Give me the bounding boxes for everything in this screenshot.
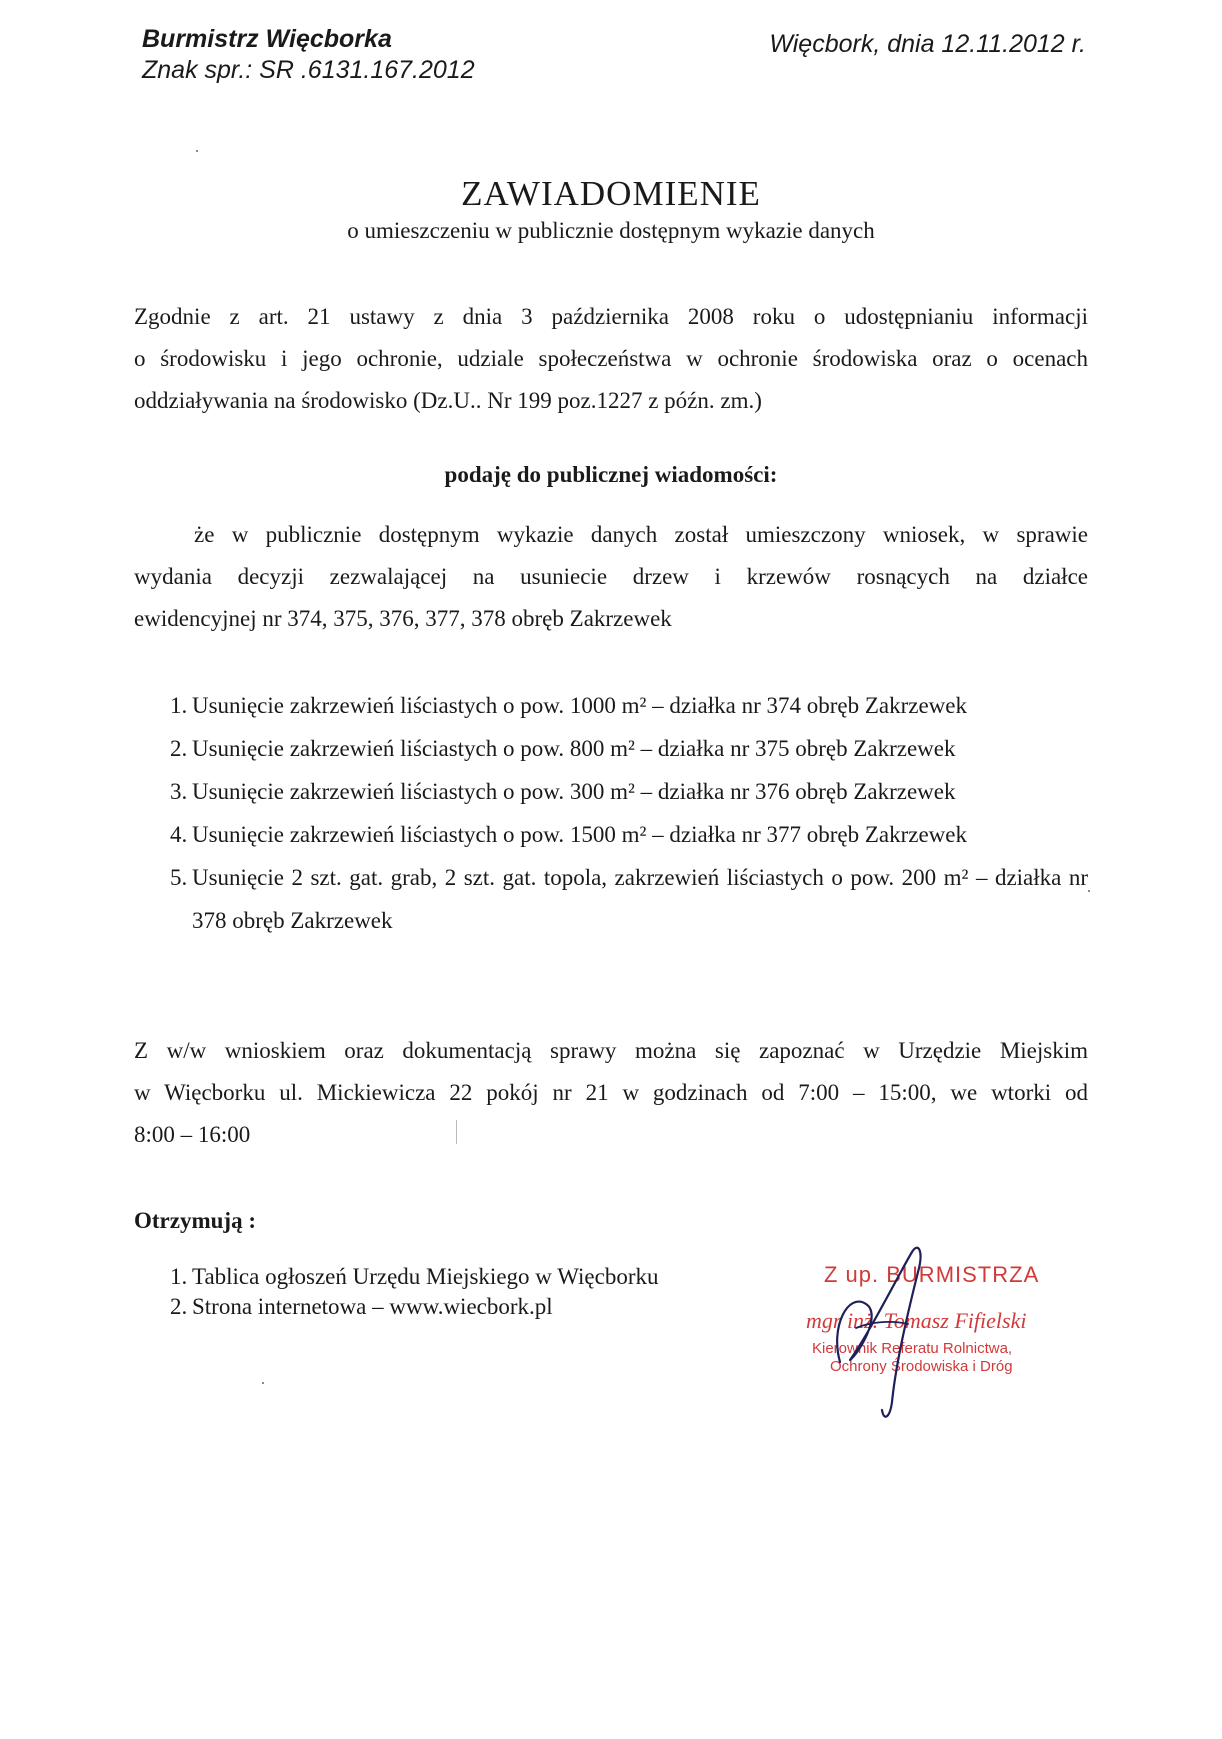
item-text: Usunięcie 2 szt. gat. grab, 2 szt. gat. topola, zakrzewień liściastych o pow. 200 m² – działka nr 378 obręb Zakrzewek [192, 865, 1088, 933]
contact-paragraph [134, 1030, 1088, 1156]
item-number: 2. [170, 736, 188, 761]
case-reference: Znak spr.: SR .6131.167.2012 [142, 56, 475, 84]
legal-basis-line: oddziaływania na środowisko (Dz.U.. Nr 199 poz.1227 z późn. zm.) [134, 388, 762, 413]
list-item [170, 684, 1088, 727]
stamp-signatory-name: mgr inż. Tomasz Fifielski [806, 1308, 1027, 1333]
item-text: Usunięcie zakrzewień liściastych o pow. 800 m² – działka nr 375 obręb Zakrzewek [192, 736, 956, 761]
legal-basis-paragraph [134, 296, 1088, 422]
list-item [170, 727, 1088, 770]
item-number: 3. [170, 779, 188, 804]
intro-line: że w publicznie dostępnym wykazie danych został umieszczony wniosek, w sprawie [194, 522, 1088, 547]
list-item [170, 856, 1088, 942]
item-text: Usunięcie zakrzewień liściastych o pow. 1000 m² – działka nr 374 obręb Zakrzewek [192, 693, 967, 718]
stamp-position-line: Ochrony Środowiska i Dróg [830, 1358, 1013, 1375]
item-number: 5. [170, 865, 188, 890]
legal-basis-line: o środowisku i jego ochronie, udziale społeczeństwa w ochronie środowiska oraz o ocenach [134, 346, 1088, 371]
item-number: 4. [170, 822, 188, 847]
intro-paragraph [134, 514, 1088, 640]
recipients-list [170, 1262, 658, 1322]
item-number: 1. [170, 1264, 188, 1289]
scan-speck [456, 1120, 457, 1144]
announcement-heading: podaję do publicznej wiadomości: [444, 462, 778, 487]
removal-items-list [170, 684, 1088, 942]
recipients-heading: Otrzymują : [134, 1208, 256, 1233]
item-number: 2. [170, 1294, 188, 1319]
document-header [142, 24, 475, 86]
contact-line: w Więcborku ul. Mickiewicza 22 pokój nr 21 w godzinach od 7:00 – 15:00, we wtorki od [134, 1080, 1088, 1105]
document-title: ZAWIADOMIENIE [461, 174, 761, 213]
item-text: Usunięcie zakrzewień liściastych o pow. 300 m² – działka nr 376 obręb Zakrzewek [192, 779, 956, 804]
list-item [170, 1262, 658, 1292]
contact-line: 8:00 – 16:00 [134, 1122, 251, 1147]
issuing-office: Burmistrz Więcborka [142, 25, 392, 53]
handwritten-signature [800, 1232, 1000, 1432]
place-and-date: Więcbork, dnia 12.11.2012 r. [769, 30, 1086, 58]
item-text: Strona internetowa – www.wiecbork.pl [192, 1294, 553, 1319]
intro-line: ewidencyjnej nr 374, 375, 376, 377, 378 obręb Zakrzewek [134, 606, 672, 631]
item-text: Tablica ogłoszeń Urzędu Miejskiego w Więcborku [192, 1264, 659, 1289]
item-number: 1. [170, 693, 188, 718]
contact-line: Z w/w wnioskiem oraz dokumentacją sprawy można się zapoznać w Urzędzie Miejskim [134, 1038, 1088, 1063]
list-item [170, 1292, 658, 1322]
legal-basis-line: Zgodnie z art. 21 ustawy z dnia 3 października 2008 roku o udostępnianiu informacji [134, 304, 1088, 329]
stamp-authority: Z up. BURMISTRZA [824, 1262, 1040, 1287]
list-item [170, 813, 1088, 856]
intro-line: wydania decyzji zezwalającej na usuniecie drzew i krzewów rosnących na działce [134, 564, 1088, 589]
scan-speck [1088, 890, 1090, 892]
scan-speck [262, 1382, 264, 1384]
document-subtitle: o umieszczeniu w publicznie dostępnym wykazie danych [347, 218, 875, 243]
stamp-position-line: Kierownik Referatu Rolnictwa, [812, 1340, 1013, 1357]
list-item [170, 770, 1088, 813]
item-text: Usunięcie zakrzewień liściastych o pow. 1500 m² – działka nr 377 obręb Zakrzewek [192, 822, 967, 847]
scan-speck [196, 150, 198, 152]
